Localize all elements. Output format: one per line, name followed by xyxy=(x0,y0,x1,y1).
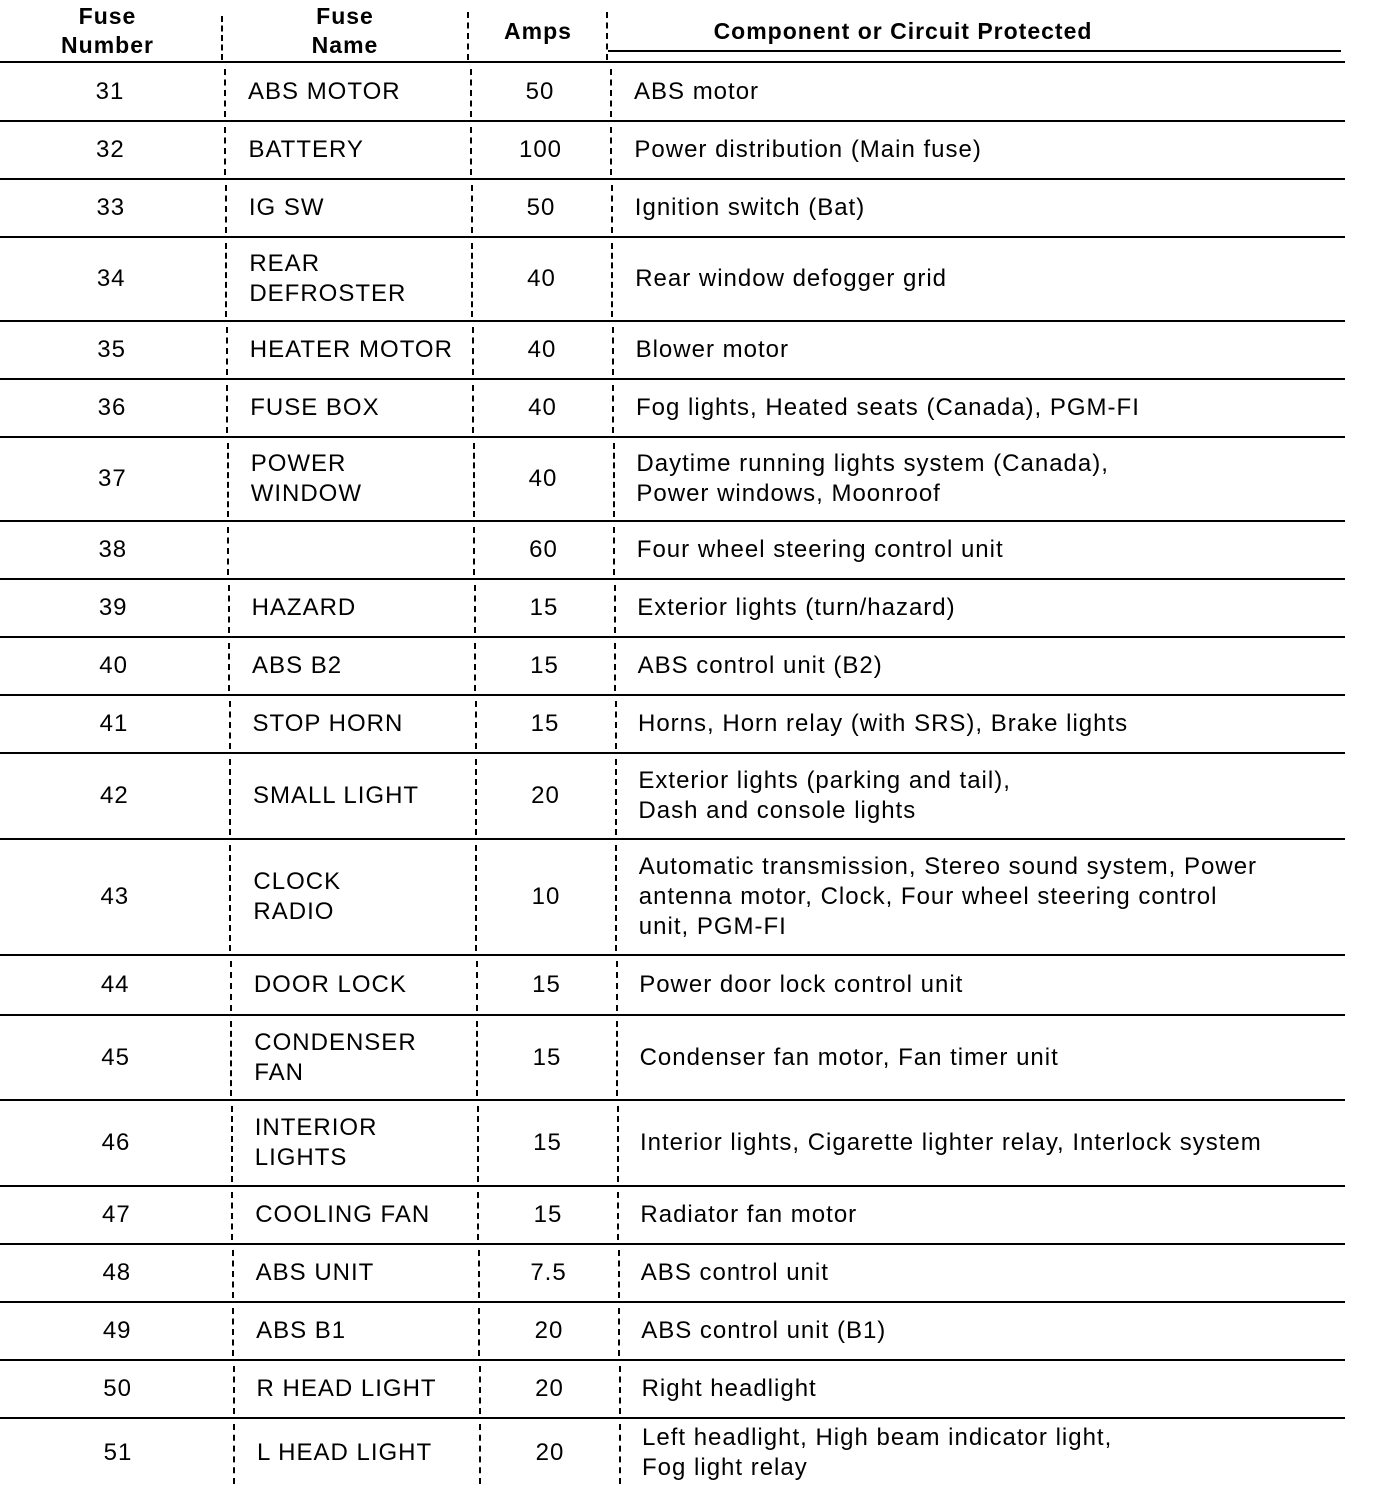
component-protected xyxy=(642,1418,1372,1488)
column-divider xyxy=(610,127,612,175)
fuse-number xyxy=(2,379,222,437)
fuse-amps-value: 10 xyxy=(531,883,561,910)
fuse-amps-value: 20 xyxy=(534,1317,564,1344)
fuse-name-line: POWER xyxy=(250,450,347,477)
fuse-name xyxy=(255,1100,485,1186)
fuse-number-value: 32 xyxy=(96,136,125,163)
fuse-name xyxy=(254,955,484,1015)
column-divider xyxy=(227,443,229,517)
fuse-number-value: 45 xyxy=(101,1043,130,1071)
component-protected xyxy=(638,695,1368,753)
header-amps-label: Amps xyxy=(504,17,572,44)
fuse-number-value: 51 xyxy=(103,1439,133,1466)
fuse-amps-value: 40 xyxy=(528,394,557,421)
component-protected-line: ABS control unit (B1) xyxy=(641,1317,887,1344)
fuse-amps-value: 100 xyxy=(518,136,563,163)
column-divider xyxy=(615,845,617,951)
column-divider xyxy=(473,443,475,517)
fuse-number-value: 35 xyxy=(97,336,126,363)
column-divider xyxy=(230,1021,232,1096)
fuse-name-line: RADIO xyxy=(253,898,335,925)
component-protected-line: ABS motor xyxy=(634,78,760,105)
fuse-amps xyxy=(474,579,614,637)
fuse-amps xyxy=(474,521,614,579)
fuse-amps xyxy=(473,437,613,521)
component-protected-line: Power door lock control unit xyxy=(639,971,964,998)
component-protected xyxy=(641,1302,1371,1360)
component-protected-line: unit, PGM-FI xyxy=(638,913,787,940)
fuse-name xyxy=(253,695,483,753)
header-fuse-name-line-2: Name xyxy=(311,32,379,58)
fuse-number xyxy=(5,839,225,955)
header-divider-3 xyxy=(606,12,608,60)
fuse-amps-value: 15 xyxy=(530,652,559,679)
component-protected-line: Interior lights, Cigarette lighter relay, Interlock system xyxy=(640,1129,1262,1156)
fuse-name-line: BATTERY xyxy=(248,136,364,163)
fuse-amps xyxy=(480,1418,620,1488)
fuse-amps-value: 15 xyxy=(533,1201,563,1228)
component-protected-line: Exterior lights (turn/hazard) xyxy=(637,594,956,621)
column-divider xyxy=(618,1250,620,1298)
table-row xyxy=(0,1302,1376,1360)
component-protected-line: Power windows, Moonroof xyxy=(636,480,941,507)
column-divider xyxy=(225,243,227,317)
fuse-name-line: ABS MOTOR xyxy=(248,78,401,105)
fuse-amps-value: 40 xyxy=(527,336,557,363)
component-protected xyxy=(639,839,1369,955)
component-protected xyxy=(634,63,1364,121)
fuse-number-value: 47 xyxy=(102,1201,131,1228)
header-fuse-number-line-1: Fuse xyxy=(78,3,137,29)
header-fuse-name-line-1: Fuse xyxy=(316,3,374,29)
table-row xyxy=(0,1418,1376,1488)
fuse-name-line: L HEAD LIGHT xyxy=(257,1439,433,1466)
column-divider xyxy=(230,961,232,1011)
fuse-amps xyxy=(478,1186,618,1244)
fuse-name xyxy=(249,179,479,237)
fuse-amps xyxy=(476,753,616,839)
fuse-number-value: 44 xyxy=(100,971,130,998)
header-fuse-number xyxy=(0,0,215,62)
column-divider xyxy=(229,845,231,951)
fuse-number-value: 37 xyxy=(98,465,127,492)
component-protected-line: Daytime running lights system (Canada), xyxy=(636,450,1109,477)
fuse-number xyxy=(8,1360,228,1418)
column-divider xyxy=(617,1106,619,1182)
fuse-number-value: 46 xyxy=(101,1129,131,1156)
column-divider xyxy=(614,585,616,633)
column-divider xyxy=(475,759,477,835)
fuse-name-line: DEFROSTER xyxy=(249,280,407,307)
column-divider xyxy=(231,1106,233,1182)
fuse-name-line: STOP HORN xyxy=(252,710,404,737)
table-row xyxy=(0,1015,1376,1100)
component-protected-line: Automatic transmission, Stereo sound system, Power xyxy=(638,853,1258,880)
component-protected xyxy=(640,1186,1370,1244)
column-divider xyxy=(228,585,230,633)
fuse-number xyxy=(5,955,225,1015)
component-protected-line: ABS control unit xyxy=(640,1259,829,1286)
fuse-name-line: IG SW xyxy=(248,194,325,221)
column-divider xyxy=(233,1424,235,1484)
fuse-amps-value: 15 xyxy=(533,1129,562,1156)
fuse-name xyxy=(252,637,482,695)
table-row xyxy=(0,753,1376,839)
component-protected-line: Horns, Horn relay (with SRS), Brake lights xyxy=(638,710,1129,737)
fuse-name xyxy=(251,437,481,521)
fuse-amps-value: 15 xyxy=(532,971,561,998)
column-divider xyxy=(616,961,618,1011)
fuse-number xyxy=(7,1302,227,1360)
column-divider xyxy=(471,185,473,233)
fuse-amps-value: 15 xyxy=(530,710,560,737)
fuse-name-line: LIGHTS xyxy=(254,1144,348,1171)
column-divider xyxy=(478,1308,480,1356)
fuse-name-line: HAZARD xyxy=(251,594,357,621)
fuse-amps xyxy=(480,1360,620,1418)
header-component-label: Component or Circuit Protected xyxy=(713,17,1093,44)
column-divider xyxy=(224,69,226,117)
fuse-amps-value: 60 xyxy=(529,536,558,563)
fuse-number xyxy=(2,321,222,379)
column-divider xyxy=(614,643,616,691)
fuse-number-value: 42 xyxy=(100,782,129,809)
fuse-name xyxy=(256,1302,486,1360)
table-row xyxy=(0,579,1376,637)
column-divider xyxy=(226,385,228,433)
component-protected xyxy=(640,1015,1370,1100)
header-fuse-number-line-2: Number xyxy=(61,32,154,58)
column-divider xyxy=(612,385,614,433)
component-protected-line: ABS control unit (B2) xyxy=(637,652,883,679)
fuse-number xyxy=(0,63,220,121)
fuse-name-line: CONDENSER xyxy=(254,1028,417,1056)
column-divider xyxy=(475,701,477,749)
component-protected-line: Blower motor xyxy=(635,336,789,363)
fuse-number xyxy=(4,695,224,753)
fuse-number-value: 38 xyxy=(98,536,128,563)
table-row xyxy=(0,179,1376,237)
fuse-name xyxy=(248,63,478,121)
column-divider xyxy=(474,643,476,691)
component-protected-line: Rear window defogger grid xyxy=(635,265,948,292)
column-divider xyxy=(478,1250,480,1298)
header-divider-2 xyxy=(467,12,469,60)
fuse-name-line: R HEAD LIGHT xyxy=(256,1375,437,1402)
column-divider xyxy=(612,327,614,375)
column-divider xyxy=(610,69,612,117)
column-divider xyxy=(225,185,227,233)
component-protected-line: Condenser fan motor, Fan timer unit xyxy=(639,1043,1059,1071)
fuse-amps-value: 15 xyxy=(532,1043,562,1071)
column-divider xyxy=(477,1192,479,1240)
table-row xyxy=(0,695,1376,753)
component-protected xyxy=(638,637,1368,695)
fuse-number xyxy=(6,1015,226,1100)
component-protected-line: Ignition switch (Bat) xyxy=(634,194,866,221)
fuse-amps-value: 15 xyxy=(529,594,559,621)
column-divider xyxy=(232,1308,234,1356)
fuse-amps xyxy=(475,695,615,753)
fuse-number xyxy=(4,637,224,695)
column-divider xyxy=(471,243,473,317)
column-divider xyxy=(470,127,472,175)
component-protected xyxy=(635,179,1365,237)
component-protected xyxy=(637,521,1367,579)
fuse-amps xyxy=(477,1015,617,1100)
component-protected-line: Radiator fan motor xyxy=(640,1201,858,1228)
fuse-number-value: 36 xyxy=(97,394,127,421)
fuse-number xyxy=(6,1186,226,1244)
table-row xyxy=(0,63,1376,121)
column-divider xyxy=(613,527,615,575)
column-divider xyxy=(224,127,226,175)
header-component xyxy=(608,0,1198,62)
fuse-name xyxy=(257,1360,487,1418)
fuse-name-line: INTERIOR xyxy=(254,1114,378,1141)
fuse-number-value: 41 xyxy=(99,710,129,737)
fuse-amps xyxy=(477,955,617,1015)
fuse-amps-value: 40 xyxy=(528,465,558,492)
component-protected xyxy=(639,955,1369,1015)
fuse-number-value: 40 xyxy=(99,652,128,679)
fuse-amps xyxy=(472,321,612,379)
column-divider xyxy=(477,1106,479,1182)
component-protected-line: Left headlight, High beam indicator light, xyxy=(642,1424,1113,1451)
table-row xyxy=(0,521,1376,579)
fuse-name-line: WINDOW xyxy=(250,480,362,507)
column-divider xyxy=(473,527,475,575)
column-divider xyxy=(611,185,613,233)
fuse-number-value: 49 xyxy=(102,1317,132,1344)
fuse-amps-value: 7.5 xyxy=(530,1259,567,1286)
column-divider xyxy=(476,961,478,1011)
fuse-amps xyxy=(473,379,613,437)
fuse-number xyxy=(3,521,223,579)
fuse-number-value: 43 xyxy=(100,883,130,910)
component-protected xyxy=(636,437,1366,521)
column-divider xyxy=(475,845,477,951)
column-divider xyxy=(474,585,476,633)
fuse-number-value: 31 xyxy=(95,78,125,105)
component-protected-line: Fog light relay xyxy=(642,1454,808,1481)
fuse-amps xyxy=(479,1244,619,1302)
fuse-name xyxy=(254,1015,484,1100)
table-row xyxy=(0,839,1376,955)
column-divider xyxy=(615,759,617,835)
component-protected-line: Power distribution (Main fuse) xyxy=(634,136,982,163)
fuse-amps xyxy=(472,237,612,321)
component-protected xyxy=(637,579,1367,637)
table-row xyxy=(0,237,1376,321)
column-divider xyxy=(226,327,228,375)
fuse-amps xyxy=(476,839,616,955)
fuse-name-line: ABS UNIT xyxy=(255,1259,375,1286)
component-protected xyxy=(636,321,1366,379)
fuse-number-value: 50 xyxy=(103,1375,132,1402)
fuse-number xyxy=(3,579,223,637)
table-row xyxy=(0,1186,1376,1244)
fuse-amps-value: 40 xyxy=(527,265,556,292)
component-protected xyxy=(638,753,1368,839)
column-divider xyxy=(619,1366,621,1414)
fuse-name-line: FUSE BOX xyxy=(250,394,380,421)
column-divider xyxy=(233,1366,235,1414)
fuse-number-value: 39 xyxy=(98,594,128,621)
fuse-name xyxy=(250,321,480,379)
component-protected-line: Dash and console lights xyxy=(638,797,917,824)
header-amps xyxy=(468,0,608,62)
fuse-name xyxy=(256,1244,486,1302)
fuse-name xyxy=(252,579,482,637)
fuse-number xyxy=(6,1100,226,1186)
header-top-rule-right xyxy=(608,50,1341,52)
component-protected xyxy=(641,1244,1371,1302)
fuse-amps-value: 50 xyxy=(525,78,555,105)
table-row xyxy=(0,955,1376,1015)
fuse-number-value: 33 xyxy=(96,194,126,221)
header-fuse-name xyxy=(222,0,468,62)
fuse-amps xyxy=(479,1302,619,1360)
fuse-name-line: FAN xyxy=(254,1058,304,1086)
fuse-number xyxy=(8,1418,228,1488)
column-divider xyxy=(476,1021,478,1096)
component-protected-line: antenna motor, Clock, Four wheel steering control xyxy=(638,883,1218,910)
fuse-number xyxy=(4,753,224,839)
column-divider xyxy=(470,69,472,117)
table-row xyxy=(0,121,1376,179)
table-row xyxy=(0,1100,1376,1186)
fuse-amps xyxy=(478,1100,618,1186)
fuse-name-line: DOOR LOCK xyxy=(253,971,407,998)
column-divider xyxy=(479,1366,481,1414)
fuse-name-line: ABS B2 xyxy=(252,652,343,679)
column-divider xyxy=(472,385,474,433)
column-divider xyxy=(617,1192,619,1240)
fuse-name-line: ABS B1 xyxy=(256,1317,347,1344)
component-protected xyxy=(635,237,1365,321)
table-row xyxy=(0,437,1376,521)
header-divider-1 xyxy=(221,16,223,60)
column-divider xyxy=(619,1424,621,1484)
fuse-amps-value: 20 xyxy=(531,782,560,809)
table-row xyxy=(0,637,1376,695)
fuse-name-line: SMALL LIGHT xyxy=(252,782,420,809)
column-divider xyxy=(611,243,613,317)
component-protected-line: Right headlight xyxy=(641,1375,817,1402)
fuse-name xyxy=(255,1186,485,1244)
table-row xyxy=(0,1360,1376,1418)
column-divider xyxy=(228,643,230,691)
fuse-amps-value: 20 xyxy=(535,1375,564,1402)
table-row xyxy=(0,379,1376,437)
fuse-number xyxy=(1,237,221,321)
component-protected-line: Exterior lights (parking and tail), xyxy=(638,767,1011,794)
fuse-number xyxy=(0,121,220,179)
component-protected xyxy=(634,121,1364,179)
column-divider xyxy=(229,759,231,835)
component-protected-line: Fog lights, Heated seats (Canada), PGM-FI xyxy=(636,394,1140,421)
column-divider xyxy=(227,527,229,575)
fuse-name xyxy=(249,237,479,321)
fuse-name-line: HEATER MOTOR xyxy=(249,336,453,363)
column-divider xyxy=(616,1021,618,1096)
component-protected-line: Four wheel steering control unit xyxy=(636,536,1004,563)
fuse-number xyxy=(2,437,222,521)
fuse-name xyxy=(253,753,483,839)
column-divider xyxy=(615,701,617,749)
fuse-name-line: REAR xyxy=(249,250,321,277)
fuse-amps-value: 50 xyxy=(526,194,556,221)
fuse-amps xyxy=(471,179,611,237)
column-divider xyxy=(613,443,615,517)
column-divider xyxy=(229,701,231,749)
fuse-number-value: 34 xyxy=(96,265,126,292)
fuse-number xyxy=(1,179,221,237)
component-protected xyxy=(642,1360,1372,1418)
fuse-name xyxy=(248,121,478,179)
fuse-amps xyxy=(475,637,615,695)
column-divider xyxy=(618,1308,620,1356)
fuse-amps-value: 20 xyxy=(535,1439,565,1466)
fuse-amps xyxy=(470,63,610,121)
column-divider xyxy=(232,1250,234,1298)
fuse-name-line: COOLING FAN xyxy=(255,1201,431,1228)
fuse-name xyxy=(250,379,480,437)
table-row xyxy=(0,1244,1376,1302)
fuse-number-value: 48 xyxy=(102,1259,132,1286)
fuse-name xyxy=(257,1418,487,1488)
fuse-name xyxy=(253,839,483,955)
component-protected xyxy=(636,379,1366,437)
column-divider xyxy=(479,1424,481,1484)
component-protected xyxy=(640,1100,1370,1186)
column-divider xyxy=(472,327,474,375)
table-row xyxy=(0,321,1376,379)
fuse-amps xyxy=(471,121,611,179)
column-divider xyxy=(231,1192,233,1240)
fuse-number xyxy=(7,1244,227,1302)
fuse-name-line: CLOCK xyxy=(253,868,342,895)
fuse-name xyxy=(251,521,481,579)
